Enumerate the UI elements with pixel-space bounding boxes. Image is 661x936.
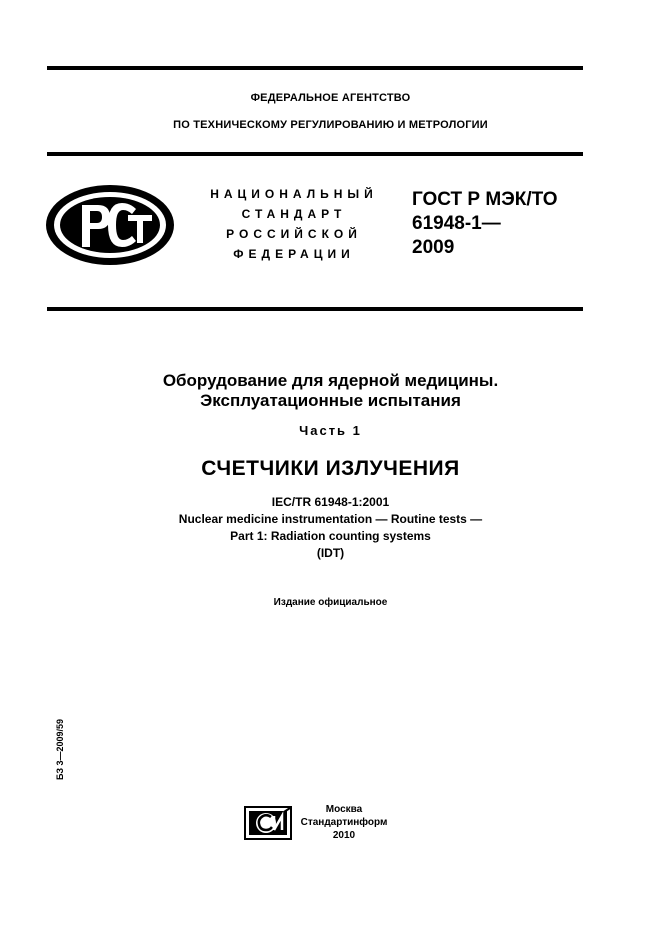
national-line-4: ФЕДЕРАЦИИ bbox=[233, 247, 355, 261]
designation-line-2: 61948-1— bbox=[412, 213, 501, 234]
standard-designation bbox=[412, 188, 558, 260]
publisher-city: Москва bbox=[325, 804, 363, 815]
intl-line-3: Part 1: Radiation counting systems bbox=[230, 529, 431, 543]
document-title-line-1: Оборудование для ядерной медицины. bbox=[162, 371, 499, 390]
national-line-2: СТАНДАРТ bbox=[241, 207, 347, 221]
agency-line-1: ФЕДЕРАЛЬНОЕ АГЕНТСТВО bbox=[250, 92, 411, 104]
publisher-block bbox=[300, 803, 388, 842]
agency-line-2: ПО ТЕХНИЧЕСКОМУ РЕГУЛИРОВАНИЮ И МЕТРОЛОГИИ bbox=[173, 119, 488, 131]
national-standard-block bbox=[196, 184, 392, 264]
side-note: БЗ 3—2009/59 bbox=[55, 718, 65, 780]
international-reference bbox=[0, 494, 661, 562]
document-title-line-2: Эксплуатационные испытания bbox=[200, 391, 461, 410]
publisher-year: 2010 bbox=[332, 830, 356, 841]
standartinform-logo-icon bbox=[244, 806, 292, 840]
gost-r-logo-icon bbox=[44, 183, 176, 267]
edition-label: Издание официальное bbox=[273, 597, 388, 608]
header-rule bbox=[47, 152, 583, 156]
part-label: Часть 1 bbox=[299, 423, 362, 438]
national-line-3: РОССИЙСКОЙ bbox=[226, 227, 362, 241]
intl-line-4: (IDT) bbox=[316, 546, 345, 560]
publisher-name: Стандартинформ bbox=[300, 817, 388, 828]
intl-line-1: IEC/TR 61948-1:2001 bbox=[271, 495, 390, 509]
designation-line-3: 2009 bbox=[412, 237, 455, 258]
national-line-1: НАЦИОНАЛЬНЫЙ bbox=[210, 187, 378, 201]
main-title: СЧЕТЧИКИ ИЗЛУЧЕНИЯ bbox=[201, 457, 460, 480]
top-rule bbox=[47, 66, 583, 70]
designation-line-1: ГОСТ Р МЭК/ТО bbox=[412, 189, 558, 210]
intl-line-2: Nuclear medicine instrumentation — Routine tests — bbox=[178, 512, 483, 526]
standard-rule bbox=[47, 307, 583, 311]
